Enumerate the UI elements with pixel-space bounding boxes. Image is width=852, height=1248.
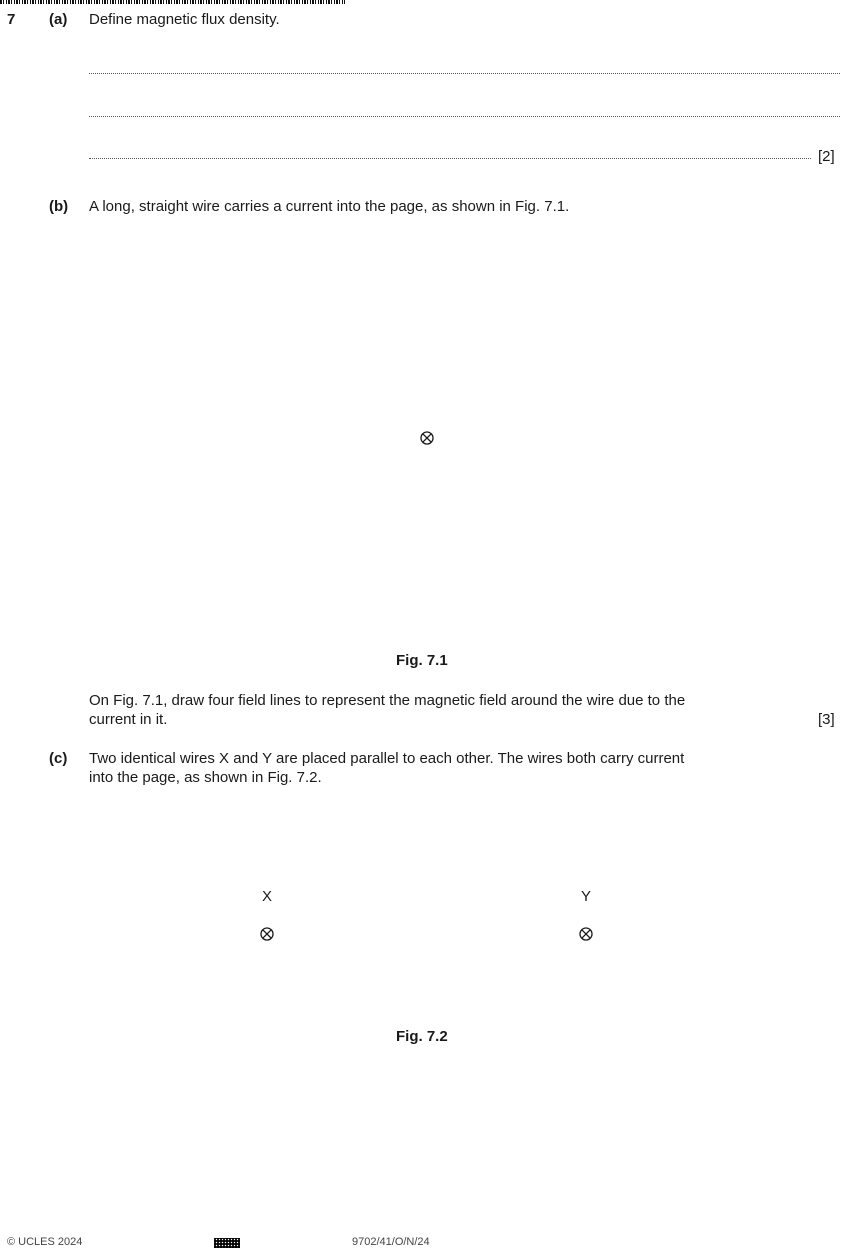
barcode-strip-icon — [0, 0, 345, 4]
figure-7-1-caption: Fig. 7.1 — [396, 652, 448, 669]
part-a-question: Define magnetic flux density. — [89, 11, 280, 28]
answer-line-3[interactable] — [89, 158, 811, 159]
part-a-marks: [2] — [818, 148, 835, 165]
wire-y-label: Y — [581, 888, 592, 905]
wire-y-into-page-icon — [579, 927, 593, 941]
wire-x-into-page-icon — [260, 927, 274, 941]
part-b-marks: [3] — [818, 711, 835, 728]
question-number: 7 — [7, 11, 16, 28]
qr-code-icon — [214, 1238, 240, 1248]
part-c-question-line-2: into the page, as shown in Fig. 7.2. — [89, 769, 322, 786]
wire-x-label: X — [262, 888, 273, 905]
footer-copyright: © UCLES 2024 — [7, 1236, 83, 1248]
part-b-label: (b) — [49, 198, 69, 215]
figure-7-2-caption: Fig. 7.2 — [396, 1028, 448, 1045]
answer-line-2[interactable] — [89, 116, 840, 117]
part-c-question-line-1: Two identical wires X and Y are placed parallel to each other. The wires both carry current — [89, 750, 685, 767]
part-b-instruction-line-1: On Fig. 7.1, draw four field lines to represent the magnetic field around the wire due to the — [89, 692, 686, 709]
footer-paper-code: 9702/41/O/N/24 — [352, 1236, 430, 1248]
part-c-label: (c) — [49, 750, 68, 767]
part-a-label: (a) — [49, 11, 68, 28]
answer-line-1[interactable] — [89, 73, 840, 74]
part-b-question: A long, straight wire carries a current into the page, as shown in Fig. 7.1. — [89, 198, 570, 215]
part-b-instruction-line-2: current in it. — [89, 711, 168, 728]
wire-into-page-icon — [420, 431, 434, 445]
